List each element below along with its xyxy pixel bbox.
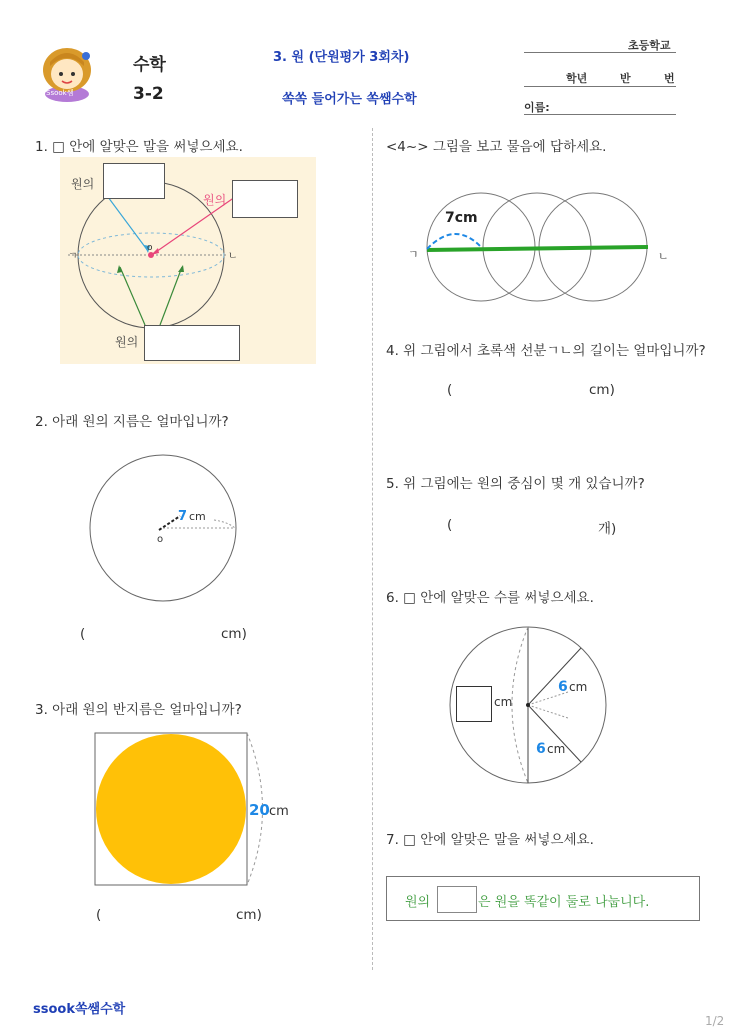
q1-answer-box-right[interactable] — [232, 180, 298, 218]
grade-label: 학년 — [566, 72, 588, 85]
q6-figure — [444, 624, 612, 786]
q7-answer-box[interactable] — [437, 886, 477, 913]
q2-answer-unit: cm) — [221, 626, 247, 642]
mascot — [36, 42, 98, 102]
q3-figure — [92, 730, 312, 888]
q1-text: 1. □ 안에 알맞은 말을 써넣으세요. — [35, 139, 243, 155]
q5-answer-unit: 개) — [598, 521, 617, 537]
unit-title: 3. 원 (단원평가 3회차) — [273, 50, 410, 65]
q7-sentence-box — [386, 876, 700, 921]
q4-left-mark: ㄱ — [408, 248, 419, 261]
q4-radius-label: 7cm — [445, 210, 478, 226]
q4-answer-unit: cm) — [589, 382, 615, 398]
q7-after-text: 은 원을 똑같이 둘로 나눕니다. — [478, 895, 650, 910]
q3-answer-open: ( — [96, 907, 102, 923]
column-divider — [372, 128, 373, 970]
mascot-badge: Ssook쌤 — [46, 89, 74, 97]
q6-unit-bottom: cm — [547, 742, 566, 756]
q2-answer-blank[interactable] — [92, 624, 217, 644]
q5-text: 5. 위 그림에는 원의 중심이 몇 개 있습니까? — [386, 476, 645, 492]
q3-answer-unit: cm) — [236, 907, 262, 923]
q1-label-right: 원의 — [203, 193, 227, 207]
q5-answer-open: ( — [447, 517, 453, 533]
q4-intro-text: <4~> 그림을 보고 물음에 답하세요. — [386, 139, 607, 155]
name-label: 이름: — [524, 101, 550, 114]
q1-answer-box-top[interactable] — [103, 163, 165, 199]
q6-unit-top: cm — [569, 680, 588, 694]
q2-figure — [88, 440, 244, 605]
class-label: 반 — [620, 72, 631, 85]
name-line — [524, 114, 676, 115]
q7-before-text: 원의 — [405, 895, 431, 910]
q3-text: 3. 아래 원의 반지름은 얼마입니까? — [35, 702, 242, 718]
q1-label-top: 원의 — [71, 177, 95, 191]
q2-answer-open: ( — [80, 626, 86, 642]
q7-text: 7. □ 안에 알맞은 말을 써넣으세요. — [386, 832, 594, 848]
q1-answer-box-bottom[interactable] — [144, 325, 240, 361]
q6-box-unit: cm — [494, 695, 513, 709]
q2-value-label: 7 — [178, 509, 188, 524]
q1-right-mark: ㄴ — [228, 251, 238, 262]
q1-label-bottom: 원의 — [115, 335, 139, 349]
q3-unit-label: cm — [269, 804, 289, 819]
number-label: 번 — [664, 72, 675, 85]
q2-center-mark: o — [157, 534, 164, 545]
school-label: 초등학교 — [628, 39, 671, 52]
grade-title: 3-2 — [133, 84, 164, 104]
q6-answer-box[interactable] — [456, 686, 492, 722]
q2-text: 2. 아래 원의 지름은 얼마입니까? — [35, 414, 229, 430]
q6-value-bottom: 6 — [536, 741, 546, 757]
q4-text: 4. 위 그림에서 초록색 선분ㄱㄴ의 길이는 얼마입니까? — [386, 343, 706, 359]
q4-answer-blank[interactable] — [459, 380, 584, 400]
q4-right-mark: ㄴ — [658, 250, 669, 263]
q1-left-mark: ㄱ — [68, 251, 78, 262]
school-line — [524, 52, 676, 53]
q6-text: 6. □ 안에 알맞은 수를 써넣으세요. — [386, 590, 594, 606]
q3-answer-blank[interactable] — [108, 905, 233, 925]
q2-unit-label: cm — [189, 510, 206, 523]
footer-brand: ssook쏙쌤수학 — [33, 1002, 126, 1017]
q5-answer-blank[interactable] — [459, 515, 594, 535]
page-number: 1/2 — [705, 1014, 725, 1028]
class-line — [524, 86, 676, 87]
q6-value-top: 6 — [558, 679, 568, 695]
q1-center-mark: o — [147, 243, 153, 253]
q3-value-label: 20 — [249, 801, 270, 819]
q4-figure — [405, 190, 675, 305]
unit-subtitle: 쏙쏙 들어가는 쏙쌤수학 — [282, 92, 417, 107]
q1-figure — [60, 157, 316, 364]
subject-title: 수학 — [133, 55, 166, 75]
q4-answer-open: ( — [447, 382, 453, 398]
